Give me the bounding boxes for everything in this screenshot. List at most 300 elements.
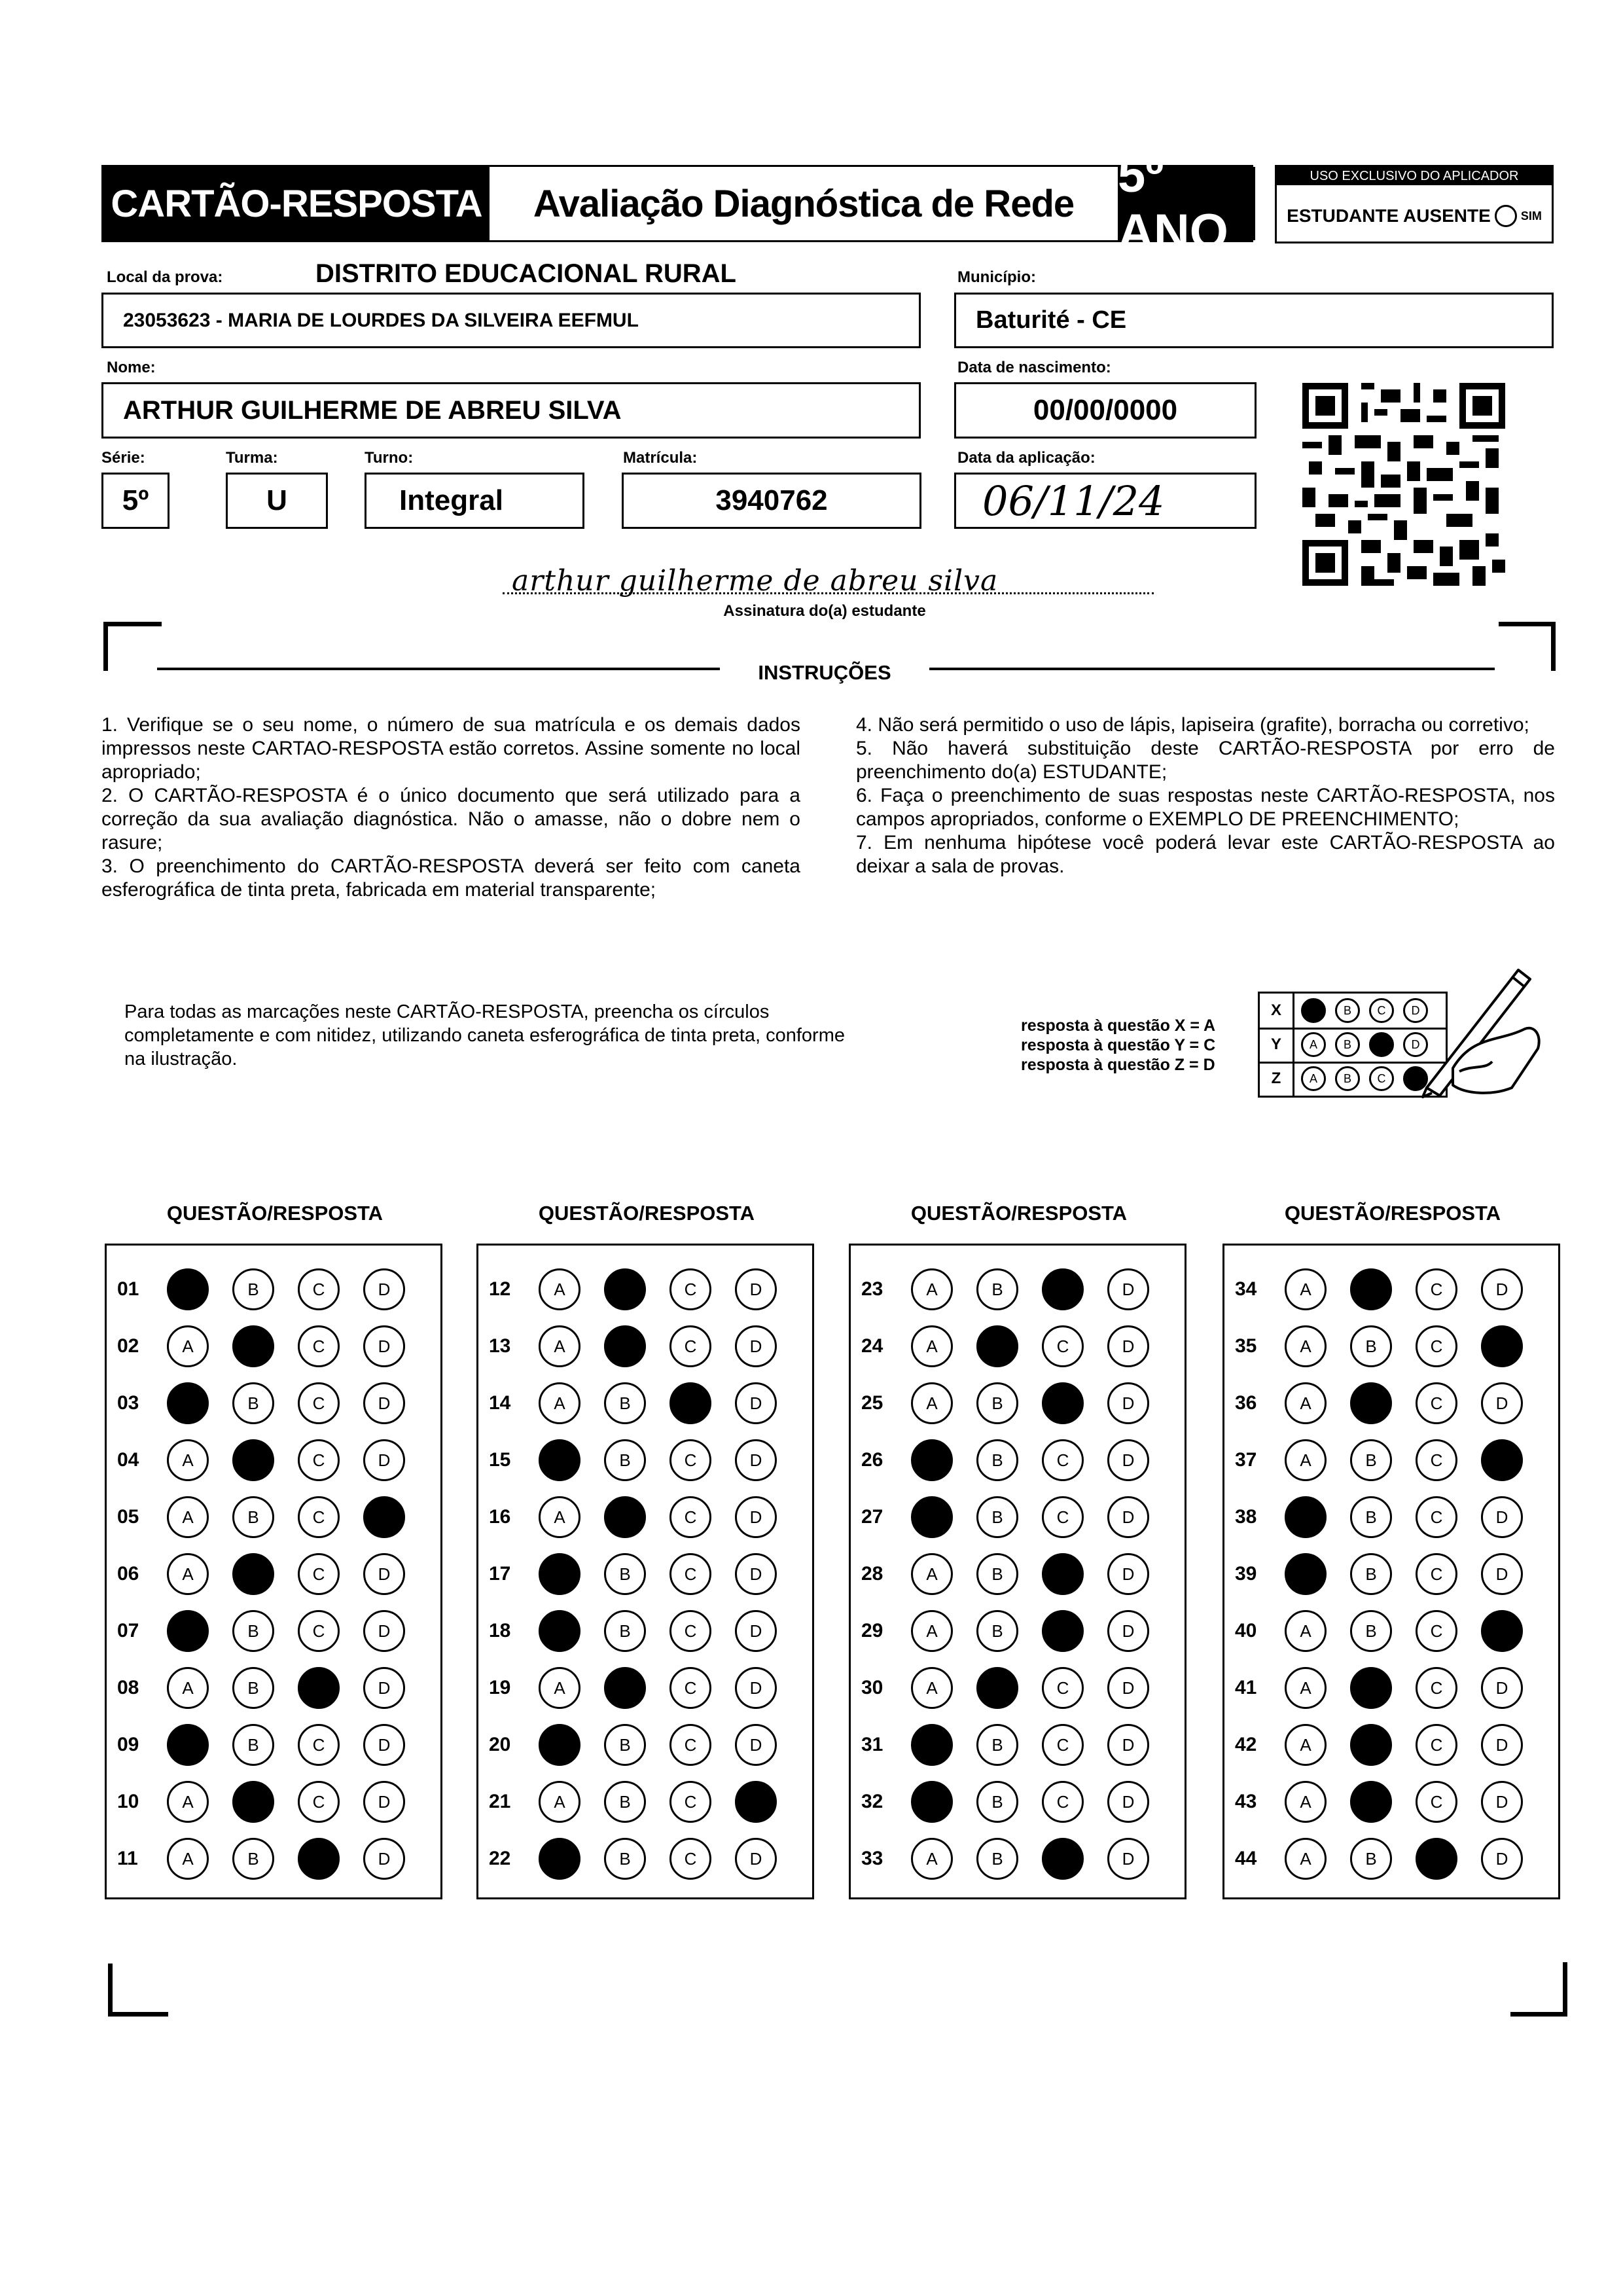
answer-bubble-a[interactable]: A <box>1285 1610 1327 1652</box>
answer-bubble-c[interactable]: C <box>1416 1325 1457 1367</box>
question-number: 26 <box>861 1449 883 1471</box>
turma-label: Turma: <box>226 449 278 467</box>
answer-row <box>851 1384 1149 1423</box>
answer-bubble-d[interactable]: D <box>363 1325 405 1367</box>
answer-bubble-c[interactable]: C <box>669 1439 711 1481</box>
answer-row <box>478 1441 777 1480</box>
school-value: 23053623 - MARIA DE LOURDES DA SILVEIRA EEFMUL <box>123 309 639 331</box>
answer-bubble-c[interactable]: C <box>1042 1496 1084 1538</box>
applicator-use-label: USO EXCLUSIVO DO APLICADOR <box>1277 167 1552 185</box>
turno-field <box>365 473 584 529</box>
answer-row <box>851 1668 1149 1708</box>
answer-bubble-c[interactable]: C <box>298 1724 340 1766</box>
question-number: 18 <box>489 1620 511 1641</box>
example-legend-z: resposta à questão Z = D <box>1021 1056 1215 1074</box>
answer-bubble-c[interactable]: C <box>1042 1838 1084 1880</box>
answer-bubble-a[interactable]: A <box>911 1382 953 1424</box>
instructions-right <box>856 713 1555 878</box>
answer-bubble-d[interactable]: D <box>363 1439 405 1481</box>
answer-bubble-b[interactable]: B <box>1350 1667 1392 1709</box>
answer-row <box>107 1498 405 1537</box>
answer-bubble-a[interactable]: A <box>911 1667 953 1709</box>
municipio-value: Baturité - CE <box>976 306 1127 334</box>
question-number: 29 <box>861 1620 883 1641</box>
answer-bubble-d[interactable]: D <box>1107 1382 1149 1424</box>
question-number: 33 <box>861 1848 883 1869</box>
answer-bubble-c[interactable]: C <box>669 1496 711 1538</box>
matricula-value: 3940762 <box>715 484 828 516</box>
answer-bubble-a[interactable]: A <box>911 1610 953 1652</box>
answer-column <box>849 1244 1186 1899</box>
answer-bubble-c[interactable]: C <box>1416 1667 1457 1709</box>
answer-bubble-a[interactable]: A <box>1285 1724 1327 1766</box>
turma-field <box>226 473 328 529</box>
answer-bubble-c[interactable]: C <box>1042 1553 1084 1595</box>
instruction-4: 4. Não será permitido o uso de lápis, lapiseira (grafite), borracha ou corretivo; <box>856 714 1529 736</box>
answer-row <box>1224 1327 1523 1366</box>
answer-bubble-c[interactable]: C <box>1042 1667 1084 1709</box>
answer-bubble-b[interactable]: B <box>604 1439 646 1481</box>
question-number: 34 <box>1235 1278 1257 1300</box>
answer-bubble-a[interactable]: A <box>1285 1382 1327 1424</box>
question-number: 32 <box>861 1791 883 1812</box>
answer-bubble-c[interactable]: C <box>669 1667 711 1709</box>
signature-line <box>503 592 1154 594</box>
example-bubble-c: C <box>1369 1066 1394 1091</box>
answer-bubble-c[interactable]: C <box>1042 1268 1084 1310</box>
answer-bubble-d[interactable]: D <box>1107 1325 1149 1367</box>
answer-bubble-b[interactable]: B <box>604 1781 646 1823</box>
question-number: 02 <box>117 1335 139 1357</box>
frame-corner-top-right <box>1499 622 1556 671</box>
answer-bubble-d[interactable]: D <box>735 1667 777 1709</box>
answer-row <box>851 1725 1149 1765</box>
answer-bubble-d[interactable]: D <box>1107 1667 1149 1709</box>
answer-bubble-a[interactable]: A <box>167 1382 209 1424</box>
question-number: 19 <box>489 1677 511 1698</box>
aplicacao-label: Data da aplicação: <box>957 449 1096 467</box>
answer-bubble-b[interactable]: B <box>232 1724 274 1766</box>
answer-row <box>851 1441 1149 1480</box>
answer-bubble-c[interactable]: C <box>669 1610 711 1652</box>
instructions-title: INSTRUÇÕES <box>758 661 891 684</box>
answer-bubble-a[interactable]: A <box>167 1667 209 1709</box>
answer-bubble-a[interactable]: A <box>1285 1781 1327 1823</box>
header-banner <box>101 147 1253 260</box>
answer-bubble-b[interactable]: B <box>604 1268 646 1310</box>
answer-bubble-a[interactable]: A <box>167 1553 209 1595</box>
answer-bubble-c[interactable]: C <box>669 1553 711 1595</box>
answer-bubble-c[interactable]: C <box>1042 1382 1084 1424</box>
answer-bubble-a[interactable]: A <box>1285 1268 1327 1310</box>
answer-bubble-b[interactable]: B <box>976 1382 1018 1424</box>
answer-column <box>105 1244 442 1899</box>
answer-row <box>107 1839 405 1878</box>
answer-bubble-a[interactable]: A <box>911 1496 953 1538</box>
answer-bubble-c[interactable]: C <box>669 1724 711 1766</box>
answer-row <box>478 1554 777 1594</box>
answer-bubble-a[interactable]: A <box>539 1496 580 1538</box>
answer-bubble-a[interactable]: A <box>539 1667 580 1709</box>
answer-bubble-b[interactable]: B <box>976 1667 1018 1709</box>
instruction-1: 1. Verifique se o seu nome, o número de sua matrícula e os demais dados impressos neste CARTAO-RESPOSTA estão corretos. Assine somente no local apropriado; <box>101 714 800 783</box>
instruction-2: 2. O CARTÃO-RESPOSTA é o único documento que será utilizado para a correção da sua avaliação diagnóstica. Não o amasse, não o dobre nem o rasure; <box>101 785 800 853</box>
answer-bubble-b[interactable]: B <box>1350 1553 1392 1595</box>
answer-column-header: QUESTÃO/RESPOSTA <box>538 1202 755 1225</box>
question-number: 06 <box>117 1563 139 1585</box>
answer-bubble-b[interactable]: B <box>232 1439 274 1481</box>
answer-row <box>478 1270 777 1309</box>
answer-bubble-a[interactable]: A <box>167 1610 209 1652</box>
answer-bubble-d[interactable]: D <box>1481 1439 1523 1481</box>
frame-corner-top-left <box>103 622 162 671</box>
frame-corner-bottom-right <box>1510 1962 1567 2017</box>
answer-row <box>107 1384 405 1423</box>
answer-bubble-b[interactable]: B <box>1350 1610 1392 1652</box>
answer-bubble-b[interactable]: B <box>604 1838 646 1880</box>
answer-column-header: QUESTÃO/RESPOSTA <box>1284 1202 1501 1225</box>
question-number: 44 <box>1235 1848 1257 1869</box>
answer-bubble-b[interactable]: B <box>604 1325 646 1367</box>
answer-bubble-a[interactable]: A <box>539 1325 580 1367</box>
answer-column <box>476 1244 814 1899</box>
answer-bubble-b[interactable]: B <box>976 1838 1018 1880</box>
answer-bubble-c[interactable]: C <box>669 1268 711 1310</box>
answer-bubble-c[interactable]: C <box>298 1781 340 1823</box>
answer-row <box>1224 1782 1523 1821</box>
answer-bubble-a[interactable]: A <box>167 1724 209 1766</box>
answer-bubble-d[interactable]: D <box>363 1553 405 1595</box>
example-bubble-d: D <box>1403 1066 1428 1091</box>
question-number: 09 <box>117 1734 139 1755</box>
question-number: 27 <box>861 1506 883 1528</box>
answer-bubble-d[interactable]: D <box>1481 1325 1523 1367</box>
answer-bubble-b[interactable]: B <box>976 1325 1018 1367</box>
answer-bubble-a[interactable]: A <box>539 1838 580 1880</box>
applicator-box <box>1275 165 1554 243</box>
answer-bubble-d[interactable]: D <box>1107 1439 1149 1481</box>
question-number: 08 <box>117 1677 139 1698</box>
answer-bubble-b[interactable]: B <box>976 1439 1018 1481</box>
answer-bubble-c[interactable]: C <box>298 1439 340 1481</box>
answer-row <box>478 1668 777 1708</box>
absent-checkbox[interactable] <box>1495 205 1517 227</box>
answer-bubble-b[interactable]: B <box>232 1667 274 1709</box>
answer-bubble-a[interactable]: A <box>911 1781 953 1823</box>
answer-bubble-c[interactable]: C <box>669 1781 711 1823</box>
answer-bubble-a[interactable]: A <box>539 1724 580 1766</box>
answer-bubble-d[interactable]: D <box>735 1553 777 1595</box>
absent-label: ESTUDANTE AUSENTE <box>1287 206 1491 226</box>
answer-bubble-c[interactable]: C <box>1042 1325 1084 1367</box>
answer-bubble-c[interactable]: C <box>1416 1496 1457 1538</box>
answer-bubble-c[interactable]: C <box>1416 1268 1457 1310</box>
answer-bubble-b[interactable]: B <box>604 1610 646 1652</box>
answer-bubble-d[interactable]: D <box>1481 1496 1523 1538</box>
answer-bubble-a[interactable]: A <box>911 1325 953 1367</box>
answer-bubble-c[interactable]: C <box>1042 1439 1084 1481</box>
answer-bubble-d[interactable]: D <box>735 1268 777 1310</box>
answer-bubble-c[interactable]: C <box>1042 1724 1084 1766</box>
example-bubble-d: D <box>1403 998 1428 1023</box>
answer-bubble-b[interactable]: B <box>604 1496 646 1538</box>
answer-row <box>1224 1611 1523 1651</box>
question-number: 31 <box>861 1734 883 1755</box>
answer-row <box>851 1327 1149 1366</box>
answer-bubble-a[interactable]: A <box>1285 1667 1327 1709</box>
answer-bubble-d[interactable]: D <box>735 1439 777 1481</box>
instruction-5: 5. Não haverá substituição deste CARTÃO-RESPOSTA por erro de preenchimento do(a) ESTUDANTE; <box>856 738 1555 783</box>
answer-bubble-b[interactable]: B <box>604 1553 646 1595</box>
answer-bubble-d[interactable]: D <box>363 1667 405 1709</box>
answer-bubble-b[interactable]: B <box>604 1667 646 1709</box>
answer-bubble-c[interactable]: C <box>1416 1781 1457 1823</box>
question-number: 28 <box>861 1563 883 1585</box>
nascimento-label: Data de nascimento: <box>957 359 1111 376</box>
question-number: 24 <box>861 1335 883 1357</box>
instructions-rule-right <box>929 668 1495 670</box>
question-number: 41 <box>1235 1677 1257 1698</box>
question-number: 22 <box>489 1848 511 1869</box>
question-number: 42 <box>1235 1734 1257 1755</box>
answer-bubble-b[interactable]: B <box>976 1268 1018 1310</box>
answer-bubble-b[interactable]: B <box>976 1553 1018 1595</box>
answer-bubble-d[interactable]: D <box>1481 1382 1523 1424</box>
answer-bubble-b[interactable]: B <box>1350 1325 1392 1367</box>
answer-bubble-a[interactable]: A <box>539 1781 580 1823</box>
answer-bubble-b[interactable]: B <box>976 1781 1018 1823</box>
answer-bubble-b[interactable]: B <box>604 1382 646 1424</box>
answer-bubble-a[interactable]: A <box>1285 1496 1327 1538</box>
answer-bubble-a[interactable]: A <box>911 1553 953 1595</box>
question-number: 40 <box>1235 1620 1257 1641</box>
answer-bubble-c[interactable]: C <box>298 1667 340 1709</box>
answer-bubble-d[interactable]: D <box>1481 1667 1523 1709</box>
answer-bubble-b[interactable]: B <box>1350 1781 1392 1823</box>
answer-bubble-c[interactable]: C <box>1416 1382 1457 1424</box>
answer-bubble-d[interactable]: D <box>735 1838 777 1880</box>
answer-bubble-b[interactable]: B <box>1350 1439 1392 1481</box>
answer-bubble-c[interactable]: C <box>298 1382 340 1424</box>
question-number: 11 <box>117 1848 138 1869</box>
answer-row <box>1224 1554 1523 1594</box>
nascimento-field <box>954 382 1257 439</box>
school-field <box>101 293 921 348</box>
answer-bubble-d[interactable]: D <box>1481 1268 1523 1310</box>
answer-bubble-b[interactable]: B <box>976 1724 1018 1766</box>
answer-row <box>478 1611 777 1651</box>
example-bubble-a: A <box>1301 1032 1326 1057</box>
answer-bubble-c[interactable]: C <box>298 1553 340 1595</box>
local-label: Local da prova: <box>107 268 223 286</box>
answer-bubble-b[interactable]: B <box>1350 1724 1392 1766</box>
answer-row <box>478 1327 777 1366</box>
card-title: CARTÃO-RESPOSTA <box>103 167 490 240</box>
answer-bubble-d[interactable]: D <box>1107 1724 1149 1766</box>
answer-bubble-a[interactable]: A <box>911 1439 953 1481</box>
answer-bubble-b[interactable]: B <box>604 1724 646 1766</box>
answer-bubble-d[interactable]: D <box>1107 1268 1149 1310</box>
answer-bubble-a[interactable]: A <box>539 1382 580 1424</box>
question-number: 03 <box>117 1392 139 1414</box>
answer-bubble-c[interactable]: C <box>298 1838 340 1880</box>
answer-bubble-d[interactable]: D <box>1107 1781 1149 1823</box>
answer-bubble-b[interactable]: B <box>976 1610 1018 1652</box>
answer-bubble-a[interactable]: A <box>1285 1439 1327 1481</box>
answer-bubble-a[interactable]: A <box>911 1838 953 1880</box>
answer-bubble-d[interactable]: D <box>1481 1610 1523 1652</box>
answer-bubble-a[interactable]: A <box>1285 1838 1327 1880</box>
instruction-7: 7. Em nenhuma hipótese você poderá levar este CARTÃO-RESPOSTA ao deixar a sala de provas. <box>856 832 1555 877</box>
answer-bubble-d[interactable]: D <box>363 1724 405 1766</box>
answer-row <box>478 1498 777 1537</box>
answer-bubble-c[interactable]: C <box>1042 1781 1084 1823</box>
answer-bubble-a[interactable]: A <box>1285 1325 1327 1367</box>
answer-bubble-a[interactable]: A <box>539 1268 580 1310</box>
answer-bubble-b[interactable]: B <box>232 1781 274 1823</box>
answer-bubble-b[interactable]: B <box>232 1382 274 1424</box>
answer-bubble-c[interactable]: C <box>669 1325 711 1367</box>
answer-row <box>1224 1668 1523 1708</box>
answer-bubble-d[interactable]: D <box>735 1724 777 1766</box>
answer-bubble-a[interactable]: A <box>167 1781 209 1823</box>
qr-code-icon <box>1302 383 1505 586</box>
answer-bubble-d[interactable]: D <box>735 1610 777 1652</box>
answer-bubble-c[interactable]: C <box>669 1838 711 1880</box>
answer-bubble-a[interactable]: A <box>167 1268 209 1310</box>
answer-bubble-d[interactable]: D <box>363 1268 405 1310</box>
answer-bubble-b[interactable]: B <box>976 1496 1018 1538</box>
example-row-label: X <box>1260 994 1294 1028</box>
answer-bubble-c[interactable]: C <box>298 1610 340 1652</box>
answer-bubble-d[interactable]: D <box>363 1382 405 1424</box>
answer-row <box>478 1839 777 1878</box>
answer-row <box>851 1270 1149 1309</box>
answer-bubble-d[interactable]: D <box>1107 1496 1149 1538</box>
answer-bubble-b[interactable]: B <box>1350 1496 1392 1538</box>
signature-label: Assinatura do(a) estudante <box>723 602 926 620</box>
question-number: 43 <box>1235 1791 1257 1812</box>
answer-row <box>851 1782 1149 1821</box>
answer-row <box>107 1441 405 1480</box>
answer-bubble-a[interactable]: A <box>1285 1553 1327 1595</box>
example-bubble-a: A <box>1301 998 1326 1023</box>
answer-bubble-b[interactable]: B <box>232 1325 274 1367</box>
matricula-field <box>622 473 921 529</box>
answer-bubble-d[interactable]: D <box>1107 1838 1149 1880</box>
answer-bubble-b[interactable]: B <box>232 1553 274 1595</box>
answer-bubble-c[interactable]: C <box>1416 1724 1457 1766</box>
answer-bubble-b[interactable]: B <box>232 1610 274 1652</box>
answer-bubble-b[interactable]: B <box>232 1496 274 1538</box>
answer-bubble-a[interactable]: A <box>167 1838 209 1880</box>
question-number: 04 <box>117 1449 139 1471</box>
answer-bubble-a[interactable]: A <box>539 1610 580 1652</box>
answer-bubble-d[interactable]: D <box>363 1838 405 1880</box>
answer-bubble-a[interactable]: A <box>911 1268 953 1310</box>
answer-bubble-d[interactable]: D <box>735 1781 777 1823</box>
turno-value: Integral <box>399 484 503 516</box>
answer-bubble-a[interactable]: A <box>167 1439 209 1481</box>
answer-bubble-b[interactable]: B <box>232 1838 274 1880</box>
instruction-3: 3. O preenchimento do CARTÃO-RESPOSTA deverá ser feito com caneta esferográfica de tinta preta, fabricada em material transparente; <box>101 855 800 901</box>
example-bubble-b: B <box>1335 1032 1360 1057</box>
answer-bubble-d[interactable]: D <box>1481 1781 1523 1823</box>
answer-bubble-a[interactable]: A <box>539 1439 580 1481</box>
example-bubble-c: C <box>1369 1032 1394 1057</box>
answer-bubble-c[interactable]: C <box>1416 1553 1457 1595</box>
answer-bubble-d[interactable]: D <box>363 1781 405 1823</box>
answer-bubble-b[interactable]: B <box>1350 1382 1392 1424</box>
exam-title: Avaliação Diagnóstica de Rede <box>533 182 1075 225</box>
answer-row <box>851 1498 1149 1537</box>
question-number: 15 <box>489 1449 511 1471</box>
answer-bubble-b[interactable]: B <box>1350 1268 1392 1310</box>
question-number: 07 <box>117 1620 139 1641</box>
answer-bubble-b[interactable]: B <box>232 1268 274 1310</box>
question-number: 30 <box>861 1677 883 1698</box>
answer-bubble-d[interactable]: D <box>1481 1724 1523 1766</box>
answer-bubble-c[interactable]: C <box>1042 1610 1084 1652</box>
turma-value: U <box>266 484 287 516</box>
serie-value: 5º <box>122 484 149 516</box>
example-bubble-b: B <box>1335 998 1360 1023</box>
answer-bubble-c[interactable]: C <box>1416 1439 1457 1481</box>
question-number: 10 <box>117 1791 139 1812</box>
answer-column-header: QUESTÃO/RESPOSTA <box>166 1202 383 1225</box>
example-row-label: Y <box>1260 1028 1294 1062</box>
answer-bubble-d[interactable]: D <box>363 1610 405 1652</box>
answer-row <box>851 1839 1149 1878</box>
grade-label: 5º ANO <box>1118 167 1255 240</box>
answer-bubble-d[interactable]: D <box>735 1325 777 1367</box>
question-number: 05 <box>117 1506 139 1528</box>
answer-bubble-a[interactable]: A <box>911 1724 953 1766</box>
answer-row <box>1224 1270 1523 1309</box>
answer-row <box>107 1270 405 1309</box>
answer-row <box>478 1725 777 1765</box>
answer-bubble-c[interactable]: C <box>298 1325 340 1367</box>
answer-bubble-d[interactable]: D <box>1107 1553 1149 1595</box>
example-bubble-b: B <box>1335 1066 1360 1091</box>
answer-bubble-d[interactable]: D <box>1481 1838 1523 1880</box>
question-number: 37 <box>1235 1449 1257 1471</box>
municipio-field <box>954 293 1554 348</box>
answer-bubble-b[interactable]: B <box>1350 1838 1392 1880</box>
answer-bubble-c[interactable]: C <box>1416 1610 1457 1652</box>
answer-bubble-d[interactable]: D <box>735 1382 777 1424</box>
answer-row <box>1224 1839 1523 1878</box>
answer-bubble-c[interactable]: C <box>1416 1838 1457 1880</box>
answer-bubble-a[interactable]: A <box>167 1496 209 1538</box>
local-value: DISTRITO EDUCACIONAL RURAL <box>315 259 736 288</box>
answer-bubble-d[interactable]: D <box>363 1496 405 1538</box>
answer-bubble-a[interactable]: A <box>539 1553 580 1595</box>
answer-bubble-d[interactable]: D <box>1107 1610 1149 1652</box>
pen-icon <box>1414 957 1544 1101</box>
answer-bubble-d[interactable]: D <box>735 1496 777 1538</box>
answer-row <box>107 1327 405 1366</box>
matricula-label: Matrícula: <box>623 449 698 467</box>
answer-bubble-c[interactable]: C <box>298 1268 340 1310</box>
answer-row <box>1224 1441 1523 1480</box>
answer-bubble-c[interactable]: C <box>669 1382 711 1424</box>
answer-row <box>1224 1725 1523 1765</box>
answer-bubble-c[interactable]: C <box>298 1496 340 1538</box>
answer-bubble-a[interactable]: A <box>167 1325 209 1367</box>
answer-bubble-d[interactable]: D <box>1481 1553 1523 1595</box>
nome-field <box>101 382 921 439</box>
